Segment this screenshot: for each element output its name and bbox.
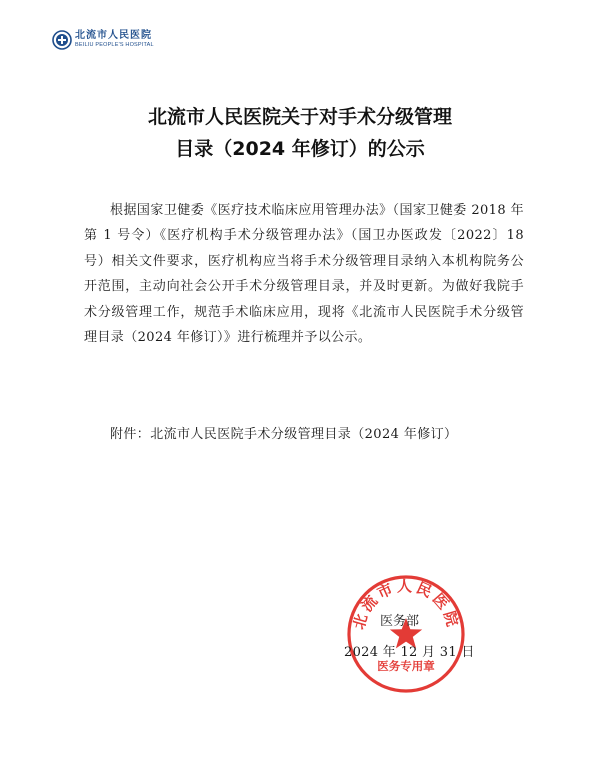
seal-bottom-text: 医务专用章 — [377, 659, 435, 673]
logo-text — [75, 31, 154, 49]
seal-arc-text: 北流市人民医院 — [349, 577, 463, 632]
logo-chinese-name: 北流市人民医院 — [75, 30, 152, 42]
hospital-emblem-icon — [52, 30, 72, 50]
body-paragraph: 根据国家卫健委《医疗技术临床应用管理办法》（国家卫健委 2018 年第 1 号令）《医疗机构手术分级管理办法》（国卫办医政发〔2022〕18 号）相关文件要求，医疗机构应当将手术分级管理目录纳入本机构院务公开范围，主动向社会公开手术分级管理目录，并及时更新。为做好我院手术分级管理工作，规范手术临床应用，现将《北流市人民医院手术分级管理目录（2024 年修订）》进行梳理并予以公示。 — [84, 203, 524, 346]
logo-english-name: BEILIU PEOPLE'S HOSPITAL — [75, 42, 154, 49]
document-title-line-2: 目录（2024 年修订）的公示 — [175, 138, 425, 160]
hospital-logo — [52, 30, 154, 50]
attachment-line: 附件：北流市人民医院手术分级管理目录（2024 年修订） — [110, 427, 458, 442]
issue-date: 2024 年 12 月 31 日 — [344, 645, 475, 660]
document-title-line-1: 北流市人民医院关于对手术分级管理 — [147, 106, 452, 128]
official-seal-stamp — [344, 572, 468, 696]
issuer-department: 医务部 — [380, 614, 420, 629]
